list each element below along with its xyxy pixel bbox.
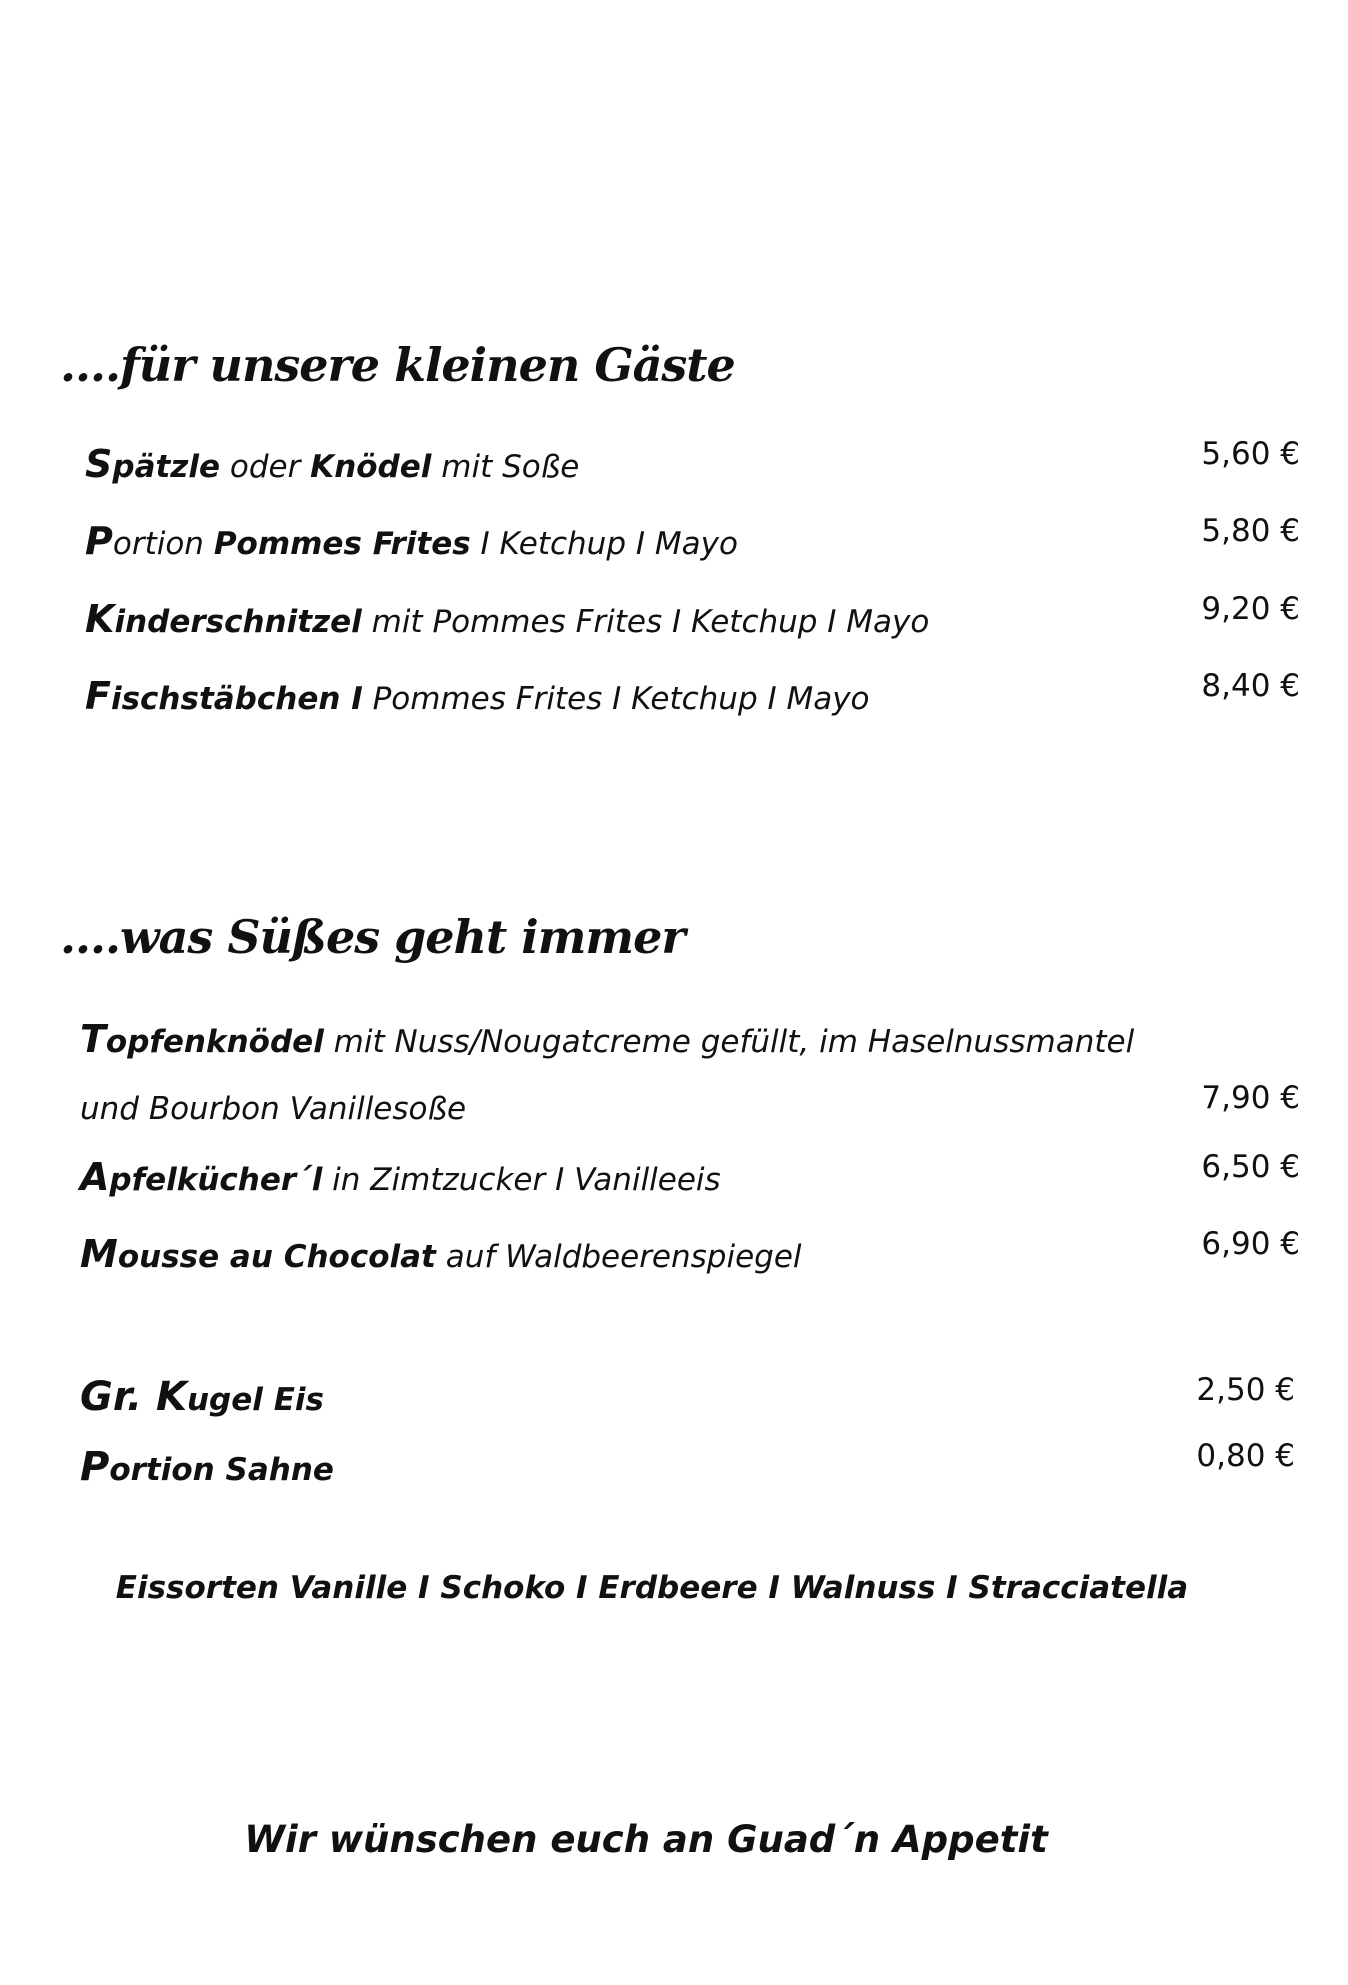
item-price: 5,60 € xyxy=(1201,436,1300,472)
item-description: und Bourbon Vanillesoße xyxy=(80,1091,467,1127)
item-name: ortion Sahne xyxy=(109,1452,334,1488)
item-initial: T xyxy=(80,1017,106,1061)
item-description-secondary: mit Soße xyxy=(431,449,580,485)
item-price: 2,50 € xyxy=(1196,1372,1295,1408)
item-name: pfelkücher´l xyxy=(109,1162,323,1198)
menu-item-text xyxy=(85,519,738,563)
item-price: 6,50 € xyxy=(1201,1149,1300,1185)
menu-item-text xyxy=(80,1084,466,1128)
item-initial: A xyxy=(80,1155,110,1199)
menu-item-spaetzle xyxy=(85,432,1300,492)
item-description: Pommes Frites I Ketchup I Mayo xyxy=(362,681,870,717)
item-price: 0,80 € xyxy=(1196,1438,1295,1474)
menu-item-text xyxy=(85,597,929,641)
item-price: 8,40 € xyxy=(1201,668,1300,704)
ice-cream-flavors: Eissorten Vanille I Schoko I Erdbeere I Walnuss I Stracciatella xyxy=(115,1570,1189,1606)
item-price: 5,80 € xyxy=(1201,513,1300,549)
menu-item-text xyxy=(80,1017,1134,1061)
item-name-secondary: Pommes Frites xyxy=(213,526,471,562)
kids-section-heading: ….für unsere kleinen Gäste xyxy=(60,338,735,392)
menu-item-text xyxy=(80,1232,802,1276)
menu-item-fischstaebchen xyxy=(85,664,1300,724)
item-price: 9,20 € xyxy=(1201,591,1300,627)
item-price: 7,90 € xyxy=(1201,1080,1300,1116)
menu-item-text xyxy=(80,1374,324,1420)
menu-item-portion-sahne xyxy=(80,1436,1295,1496)
menu-item-pommes xyxy=(85,509,1300,569)
item-description: mit Nuss/Nougatcreme gefüllt, im Haselnussmantel xyxy=(323,1024,1135,1060)
menu-item-apfelkuecherl xyxy=(80,1145,1300,1205)
item-initial: F xyxy=(85,674,111,718)
item-price: 6,90 € xyxy=(1201,1226,1300,1262)
item-initial: K xyxy=(85,597,115,641)
item-description: in Zimtzucker I Vanilleeis xyxy=(322,1162,721,1198)
menu-item-text xyxy=(80,1444,334,1490)
item-description: mit Pommes Frites I Ketchup I Mayo xyxy=(361,604,930,640)
sweets-section-heading: ….was Süßes geht immer xyxy=(60,910,685,964)
item-name: opfenknödel xyxy=(105,1024,324,1060)
item-initial: P xyxy=(85,519,113,563)
item-name: pätzle xyxy=(112,449,220,485)
item-name: ousse au Chocolat xyxy=(117,1239,436,1275)
item-initial: S xyxy=(85,442,113,486)
menu-item-text xyxy=(80,1155,721,1199)
menu-item-mousse xyxy=(80,1222,1300,1282)
closing-message: Wir wünschen euch an Guad´n Appetit xyxy=(244,1818,1048,1861)
menu-item-text xyxy=(85,674,870,718)
menu-item-kugel-eis xyxy=(80,1366,1295,1426)
item-initial: M xyxy=(80,1232,118,1276)
item-description: oder xyxy=(220,449,311,485)
item-initial: P xyxy=(80,1444,110,1490)
item-name: ischstäbchen I xyxy=(110,681,363,717)
item-initial: K xyxy=(155,1374,187,1420)
menu-item-kinderschnitzel xyxy=(85,587,1300,647)
item-name: inderschnitzel xyxy=(114,604,362,640)
item-name: ortion xyxy=(112,526,214,562)
item-prefix: Gr. xyxy=(80,1374,156,1420)
item-name-secondary: Knödel xyxy=(310,449,432,485)
menu-item-text xyxy=(85,442,579,486)
item-description: auf Waldbeerenspiegel xyxy=(435,1239,802,1275)
menu-item-topfenknoedel-cont xyxy=(80,1074,1300,1134)
menu-item-topfenknoedel xyxy=(80,1007,1295,1067)
item-name: ugel Eis xyxy=(186,1382,324,1418)
item-description-secondary: I Ketchup I Mayo xyxy=(470,526,738,562)
